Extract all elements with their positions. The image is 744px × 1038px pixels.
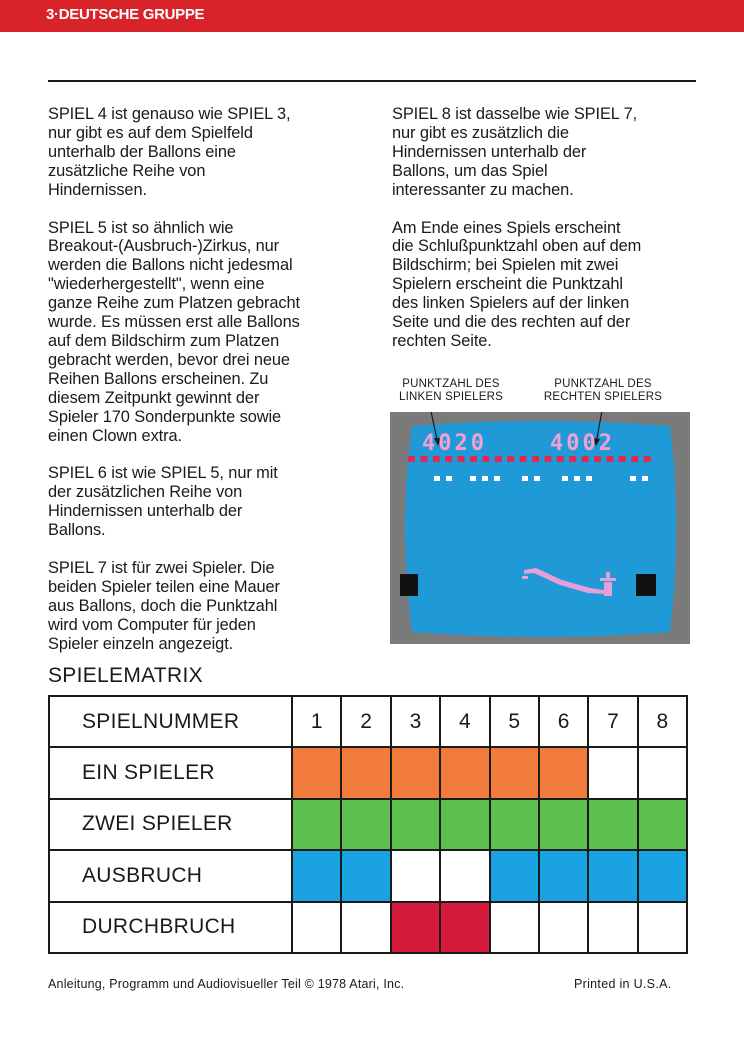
- matrix-cell: [539, 799, 588, 850]
- obstacle: [562, 476, 568, 481]
- matrix-cell: [490, 850, 539, 901]
- matrix-column-2: 2: [341, 696, 390, 747]
- right-text-column: [392, 105, 697, 370]
- balloon: [532, 456, 539, 462]
- balloon: [619, 456, 626, 462]
- matrix-cell: [341, 747, 390, 798]
- game-screenshot: [390, 412, 690, 644]
- balloon: [557, 456, 564, 462]
- matrix-cell: [292, 747, 341, 798]
- flying-clown: [522, 576, 528, 579]
- obstacle: [470, 476, 476, 481]
- matrix-title: SPIELEMATRIX: [48, 664, 203, 687]
- divider-rule: [48, 80, 696, 82]
- matrix-cell: [539, 747, 588, 798]
- balloon: [433, 456, 440, 462]
- label-left-score: PUNKTZAHL DES LINKEN SPIELERS: [399, 378, 503, 403]
- matrix-cell: [341, 799, 390, 850]
- matrix-cell: [391, 850, 440, 901]
- bumper-left: [400, 574, 418, 596]
- matrix-cell: [638, 747, 687, 798]
- score-left: 4020: [422, 431, 487, 456]
- clown-body: [604, 582, 612, 596]
- matrix-column-6: 6: [539, 696, 588, 747]
- obstacle: [522, 476, 528, 481]
- matrix-cell: [440, 799, 489, 850]
- matrix-cell: [292, 850, 341, 901]
- matrix-row-label: ZWEI SPIELER: [49, 799, 292, 850]
- balloon: [644, 456, 651, 462]
- balloon: [458, 456, 465, 462]
- obstacle: [586, 476, 592, 481]
- clown-head: [606, 572, 610, 578]
- label-right-score: PUNKTZAHL DES RECHTEN SPIELERS: [543, 378, 663, 403]
- obstacle: [630, 476, 636, 481]
- matrix-cell: [490, 747, 539, 798]
- obstacle: [446, 476, 452, 481]
- bumper-right: [636, 574, 656, 596]
- footer-printed: Printed in U.S.A.: [574, 977, 672, 991]
- paragraph-spiel-6: SPIEL 6 ist wie SPIEL 5, nur mit der zusätzlichen Reihe von Hindernissen unterhalb der Ballons.: [48, 464, 278, 540]
- matrix-column-8: 8: [638, 696, 687, 747]
- matrix-cell: [292, 799, 341, 850]
- paragraph-spiel-5: SPIEL 5 ist so ähnlich wie Breakout-(Ausbruch-)Zirkus, nur werden die Ballons nicht jedesmal "wiederhergestellt", wenn eine ganze Reihe zum Platzen gebracht wurde. Es müssen erst alle Ballons auf dem Bildschirm zum Platzen gebracht werden, bevor drei neue Reihen Ballons erscheinen. Zu diesem Zeitpunkt gewinnt der Spieler 170 Sonderpunkte sowie einen Clown extra.: [48, 218, 300, 445]
- matrix-cell: [440, 747, 489, 798]
- matrix-column-3: 3: [391, 696, 440, 747]
- matrix-cell: [539, 902, 588, 953]
- matrix-cell: [440, 902, 489, 953]
- matrix-column-7: 7: [588, 696, 637, 747]
- matrix-column-4: 4: [440, 696, 489, 747]
- matrix-column-1: 1: [292, 696, 341, 747]
- balloon: [470, 456, 477, 462]
- score-right: 4002: [550, 431, 615, 456]
- matrix-cell: [440, 850, 489, 901]
- balloon: [594, 456, 601, 462]
- matrix-cell: [588, 747, 637, 798]
- header-bar: [0, 0, 744, 32]
- matrix-row-label: DURCHBRUCH: [49, 902, 292, 953]
- matrix-cell: [539, 850, 588, 901]
- matrix-cell: [292, 902, 341, 953]
- section-title: 3·DEUTSCHE GRUPPE: [46, 6, 205, 23]
- matrix-cell: [638, 799, 687, 850]
- obstacle: [482, 476, 488, 481]
- matrix-row-zwei-spieler: [49, 799, 687, 850]
- obstacle: [642, 476, 648, 481]
- matrix-cell: [341, 902, 390, 953]
- balloon: [606, 456, 613, 462]
- footer-credits: Anleitung, Programm und Audiovisueller Teil © 1978 Atari, Inc.: [48, 977, 405, 991]
- balloon: [482, 456, 489, 462]
- paragraph-spiel-7: SPIEL 7 ist für zwei Spieler. Die beiden Spieler teilen eine Mauer aus Ballons, doch die Punktzahl wird vom Computer für jeden Spieler einzeln angezeigt.: [48, 559, 280, 653]
- balloon: [420, 456, 427, 462]
- balloon: [582, 456, 589, 462]
- matrix-cell: [391, 747, 440, 798]
- matrix-row-ein-spieler: [49, 747, 687, 798]
- matrix-cell: [391, 902, 440, 953]
- balloon: [631, 456, 638, 462]
- matrix-cell: [638, 850, 687, 901]
- balloon: [408, 456, 415, 462]
- obstacle: [574, 476, 580, 481]
- obstacle: [494, 476, 500, 481]
- paragraph-scoring: Am Ende eines Spiels erscheint die Schlußpunktzahl oben auf dem Bildschirm; bei Spielen mit zwei Spielern erscheint die Punktzahl des linken Spielers auf der linken Seite und die des rechten auf der rechten Seite.: [392, 218, 642, 350]
- matrix-row-ausbruch: [49, 850, 687, 901]
- matrix-header-row: [49, 696, 687, 747]
- matrix-column-5: 5: [490, 696, 539, 747]
- balloon: [507, 456, 514, 462]
- game-matrix-table: [48, 695, 688, 954]
- matrix-cell: [638, 902, 687, 953]
- paragraph-spiel-4: SPIEL 4 ist genauso wie SPIEL 3, nur gibt es auf dem Spielfeld unterhalb der Ballons eine zusätzliche Reihe von Hindernissen.: [48, 105, 291, 199]
- balloon: [445, 456, 452, 462]
- matrix-cell: [341, 850, 390, 901]
- matrix-cell: [490, 799, 539, 850]
- balloon: [495, 456, 502, 462]
- obstacle: [434, 476, 440, 481]
- balloon: [544, 456, 551, 462]
- clown-arms: [600, 578, 616, 581]
- balloon: [569, 456, 576, 462]
- matrix-row-label: AUSBRUCH: [49, 850, 292, 901]
- matrix-row-label: EIN SPIELER: [49, 747, 292, 798]
- left-text-column: [48, 105, 358, 673]
- matrix-cell: [490, 902, 539, 953]
- matrix-cell: [588, 799, 637, 850]
- paragraph-spiel-8: SPIEL 8 ist dasselbe wie SPIEL 7, nur gibt es zusätzlich die Hindernissen unterhalb der Ballons, um das Spiel interessanter zu machen.: [392, 105, 638, 199]
- matrix-row-durchbruch: [49, 902, 687, 953]
- matrix-cell: [588, 850, 637, 901]
- matrix-cell: [391, 799, 440, 850]
- matrix-header-label: SPIELNUMMER: [49, 696, 292, 747]
- obstacle: [534, 476, 540, 481]
- game-screen-image: [390, 412, 690, 644]
- balloon: [520, 456, 527, 462]
- matrix-cell: [588, 902, 637, 953]
